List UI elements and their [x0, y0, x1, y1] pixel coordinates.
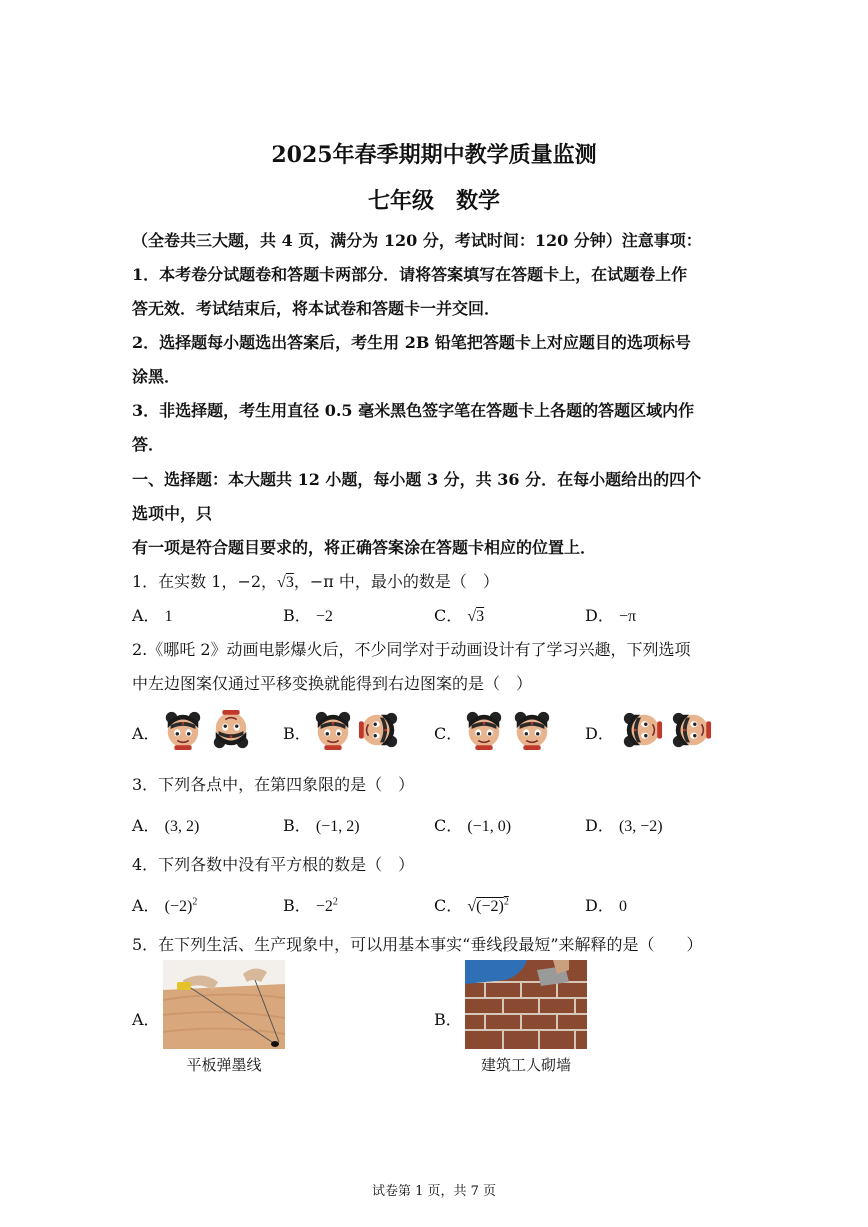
option-label: C． — [434, 896, 463, 915]
nezha-face-rotated-icon — [358, 709, 400, 751]
nezha-face-icon — [511, 709, 553, 751]
q2-option-c-label[interactable]: C． — [434, 724, 463, 743]
note-3-line1: 3．非选择题，考生用直径 0.5 毫米黑色签字笔在答题卡上各题的答题区域内作 — [132, 401, 695, 420]
q3-option-a[interactable] — [132, 813, 199, 836]
option-exponent: 2 — [332, 896, 338, 908]
option-value: 1 — [164, 608, 173, 625]
q3-option-d[interactable] — [585, 813, 663, 836]
note-1-line1: 1．本考卷分试题卷和答题卡两部分．请将答案填写在答题卡上，在试题卷上作 — [132, 265, 688, 284]
q1-sqrt: √3 — [277, 574, 294, 591]
page-footer: 试卷第 1 页，共 7 页 — [371, 1184, 497, 1199]
option-value: (−1, 0) — [467, 818, 512, 835]
nezha-face-rotated-icon — [670, 709, 712, 751]
option-base: (−2) — [164, 898, 193, 915]
q4-option-d[interactable] — [585, 893, 627, 916]
note-3-line2: 答． — [132, 435, 165, 454]
option-label: C． — [434, 606, 463, 625]
note-2-line1: 2．选择题每小题选出答案后，考生用 2B 铅笔把答题卡上对应题目的选项标号 — [132, 333, 691, 352]
chalk-line-photo — [163, 960, 285, 1049]
q1-sqrt-radicand: 3 — [285, 574, 294, 591]
q3-option-b[interactable] — [283, 813, 360, 836]
q5-option-b-label[interactable]: B． — [434, 1010, 462, 1029]
option-label: B． — [283, 606, 311, 625]
option-label: D． — [585, 816, 614, 835]
nezha-face-icon — [312, 709, 354, 751]
q1-stem-part-b: ，−π 中，最小的数是（ ） — [293, 572, 499, 591]
notice-intro: （全卷共三大题，共 4 页，满分为 120 分，考试时间：120 分钟）注意事项： — [132, 231, 702, 250]
q4-stem: 4．下列各数中没有平方根的数是（ ） — [132, 855, 415, 874]
option-label: A． — [132, 606, 160, 625]
q1-option-b[interactable] — [283, 603, 333, 626]
option-value: (3, −2) — [618, 818, 663, 835]
nezha-face-flipped-icon — [210, 709, 252, 751]
q2-option-a-label[interactable]: A． — [132, 724, 160, 743]
note-1-line2: 答无效．考试结束后，将本试卷和答题卡一并交回． — [132, 299, 501, 318]
q4-option-a[interactable] — [132, 893, 197, 916]
q4-option-c[interactable] — [434, 893, 509, 916]
q2-stem-line2: 中左边图案仅通过平移变换就能得到右边图案的是（ ） — [132, 674, 533, 693]
q1-option-a[interactable] — [132, 603, 173, 626]
q5-option-a-label[interactable]: A． — [132, 1010, 160, 1029]
option-label: D． — [585, 896, 614, 915]
q2-option-b-label[interactable]: B． — [283, 724, 311, 743]
option-sqrt: √3 — [467, 608, 485, 625]
option-value: −π — [618, 608, 637, 625]
q1-stem-part-a: 1．在实数 1，−2， — [132, 572, 278, 591]
option-label: A． — [132, 896, 160, 915]
option-sqrt: $√(-2)^2$ — [467, 896, 509, 915]
nezha-face-icon — [463, 709, 505, 751]
option-label: A． — [132, 816, 160, 835]
q2-stem-line1: 2.《哪吒 2》动画电影爆火后，不少同学对于动画设计有了学习兴趣，下列选项 — [132, 640, 691, 659]
q1-option-d[interactable] — [585, 603, 636, 626]
option-exponent: 2 — [192, 896, 198, 908]
option-value: 0 — [618, 898, 627, 915]
option-value: −2 — [315, 608, 333, 625]
q4-option-b[interactable] — [283, 893, 338, 916]
option-exponent: 2 — [503, 896, 509, 908]
q5-option-a-caption: 平板弹墨线 — [186, 1056, 262, 1074]
q5-stem: 5．在下列生活、生产现象中，可以用基本事实“垂线段最短”来解释的是（ ） — [132, 935, 703, 954]
nezha-face-icon — [162, 709, 204, 751]
section-1-line1: 一、选择题：本大题共 12 小题，每小题 3 分，共 36 分．在每小题给出的四个 — [132, 470, 702, 489]
option-label: B． — [283, 896, 311, 915]
nezha-face-rotated-icon — [621, 709, 663, 751]
section-1-line2: 选项中，只 — [132, 504, 213, 523]
option-label: C． — [434, 816, 463, 835]
bricklaying-photo — [465, 960, 587, 1049]
option-base: (−2) — [476, 898, 504, 915]
option-value: 3 — [476, 608, 485, 625]
option-label: D． — [585, 606, 614, 625]
option-label: B． — [283, 816, 311, 835]
section-1-line3: 有一项是符合题目要求的，将正确答案涂在答题卡相应的位置上． — [132, 538, 597, 557]
q1-stem — [132, 569, 499, 592]
page-subtitle: 七年级 数学 — [367, 188, 500, 214]
page-title: 2025年春季期期中教学质量监测 — [271, 142, 597, 168]
q3-option-c[interactable] — [434, 813, 511, 836]
q3-stem: 3．下列各点中，在第四象限的是（ ） — [132, 775, 415, 794]
option-base: −2 — [315, 898, 333, 915]
option-value: (−1, 2) — [315, 818, 360, 835]
q1-option-c[interactable] — [434, 603, 484, 626]
note-2-line2: 涂黑． — [132, 367, 181, 386]
q5-option-b-caption: 建筑工人砌墙 — [480, 1056, 571, 1074]
option-value: (3, 2) — [164, 818, 200, 835]
q2-option-d-label[interactable]: D． — [585, 724, 614, 743]
